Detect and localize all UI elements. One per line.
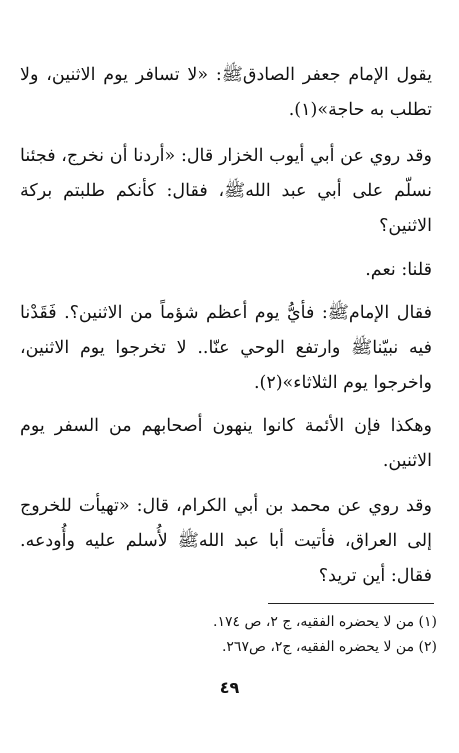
- paragraph-4-text: فقال الإمامﷺ: فأيُّ يوم أعظم شؤماً من الاثنين؟. فَقَدْنا فيه نبيّناﷺ وارتفع الوحي عنّا.. لا تخرجوا يوم الاثنين، واخرجوا يوم الثلاثاء»(٢).: [20, 303, 432, 393]
- paragraph-imam-answer: [20, 296, 432, 401]
- page-number: ٤٩: [219, 678, 240, 697]
- paragraph-1-text: يقول الإمام جعفر الصادقﷺ: «لا تسافر يوم الاثنين، ولا تطلب به حاجة»(١).: [20, 65, 432, 120]
- footnote-1: (١) من لا يحضره الفقيه، ج ٢، ص ١٧٤.: [213, 614, 437, 630]
- paragraph-imams-forbid: [20, 409, 432, 479]
- paragraph-reply: [20, 253, 432, 288]
- paragraph-abu-ayyub: [20, 139, 432, 244]
- footnote-2: (٢) من لا يحضره الفقيه، ج٢، ص٢٦٧.: [221, 639, 437, 655]
- paragraph-muhammad-ibn-abi-alkaram: [20, 489, 432, 594]
- paragraph-5-text: وهكذا فإن الأئمة كانوا ينهون أصحابهم من السفر يوم الاثنين.: [20, 416, 432, 471]
- paragraph-3-text: قلنا: نعم.: [365, 260, 432, 280]
- paragraph-jafar-quote: [20, 58, 432, 128]
- paragraph-2-text: وقد روي عن أبي أيوب الخزار قال: «أردنا أن نخرج، فجئنا نسلّم على أبي عبد اللهﷺ، فقال: كأنكم طلبتم بركة الاثنين؟: [20, 146, 432, 236]
- paragraph-6-text: وقد روي عن محمد بن أبي الكرام، قال: «تهيأت للخروج إلى العراق، فأتيت أبا عبد اللهﷺ لأُسلم عليه وأُودعه. فقال: أين تريد؟: [20, 496, 432, 586]
- footnote-separator: [268, 603, 434, 604]
